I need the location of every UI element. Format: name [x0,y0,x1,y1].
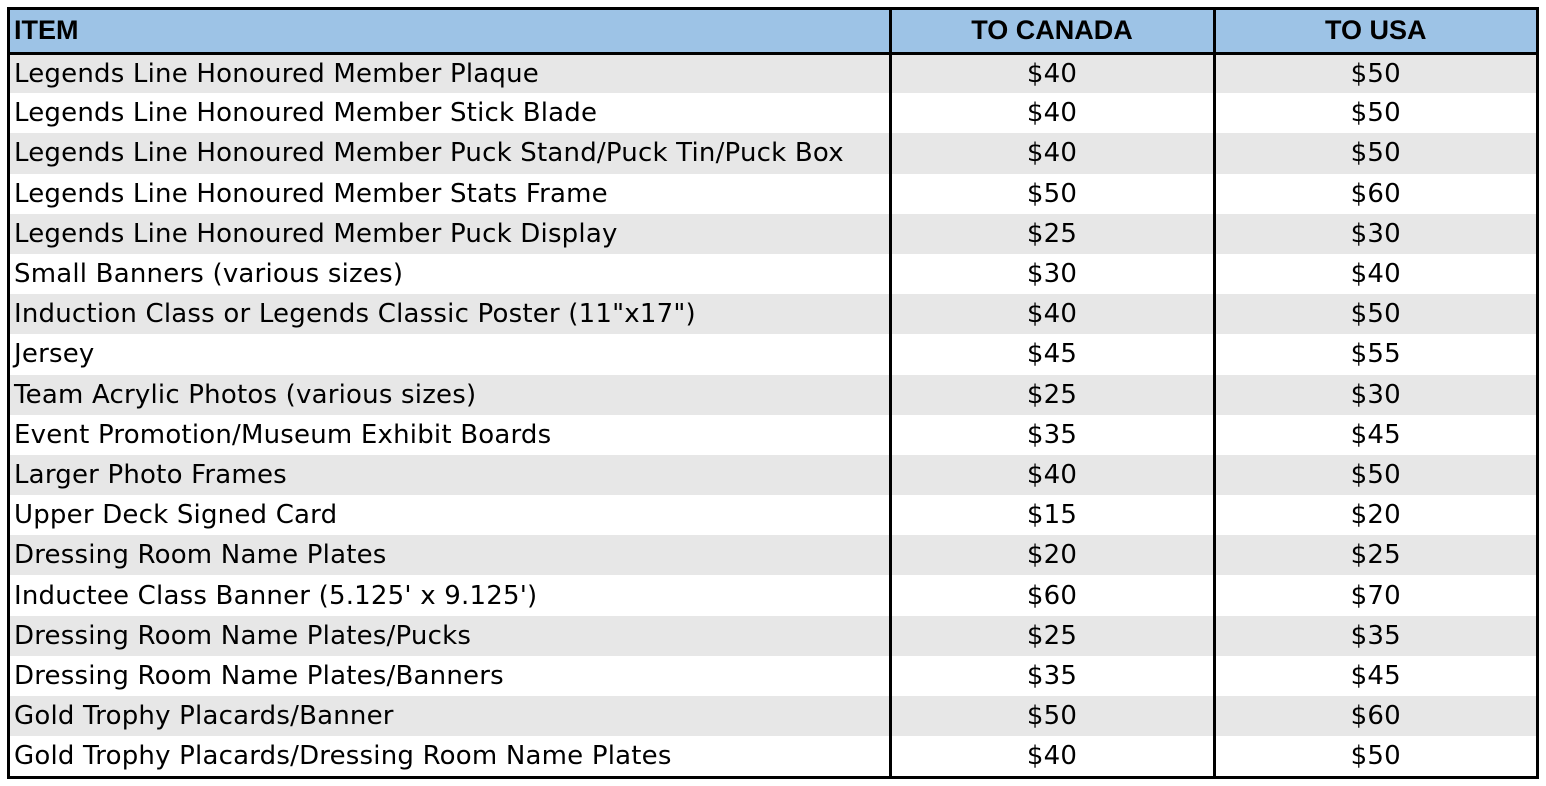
table-row [10,575,1536,615]
table-row [10,656,1536,696]
table-row [10,254,1536,294]
to-canada-cell: $30 [890,254,1214,294]
to-canada-cell: $25 [890,375,1214,415]
to-usa-cell: $50 [1214,736,1536,776]
table-row [10,455,1536,495]
table-row [10,53,1536,93]
item-cell: Dressing Room Name Plates/Pucks [10,616,890,656]
table-row [10,375,1536,415]
item-cell: Upper Deck Signed Card [10,495,890,535]
to-canada-cell: $35 [890,415,1214,455]
to-canada-cell: $40 [890,736,1214,776]
shipping-price-table-frame [7,7,1539,779]
to-canada-cell: $25 [890,616,1214,656]
item-cell: Induction Class or Legends Classic Poster (11"x17") [10,294,890,334]
to-usa-cell: $50 [1214,93,1536,133]
item-cell: Jersey [10,334,890,374]
item-cell: Legends Line Honoured Member Plaque [10,53,890,93]
to-usa-cell: $45 [1214,656,1536,696]
to-canada-cell: $25 [890,214,1214,254]
to-usa-cell: $30 [1214,375,1536,415]
table-row [10,415,1536,455]
item-cell: Inductee Class Banner (5.125' x 9.125') [10,575,890,615]
header-item: ITEM [10,10,890,53]
to-usa-cell: $50 [1214,294,1536,334]
header-to-usa: TO USA [1214,10,1536,53]
table-row [10,535,1536,575]
table-row [10,214,1536,254]
to-usa-cell: $70 [1214,575,1536,615]
header-to-canada: TO CANADA [890,10,1214,53]
table-row [10,696,1536,736]
table-row [10,93,1536,133]
table-row [10,616,1536,656]
table-row [10,736,1536,776]
to-canada-cell: $15 [890,495,1214,535]
to-canada-cell: $40 [890,93,1214,133]
table-body [10,53,1536,776]
item-cell: Legends Line Honoured Member Puck Stand/Puck Tin/Puck Box [10,133,890,173]
to-usa-cell: $60 [1214,696,1536,736]
item-cell: Gold Trophy Placards/Banner [10,696,890,736]
table-row [10,294,1536,334]
item-cell: Dressing Room Name Plates [10,535,890,575]
to-usa-cell: $20 [1214,495,1536,535]
item-cell: Team Acrylic Photos (various sizes) [10,375,890,415]
to-canada-cell: $50 [890,696,1214,736]
to-usa-cell: $50 [1214,133,1536,173]
table-row [10,174,1536,214]
item-cell: Legends Line Honoured Member Puck Display [10,214,890,254]
item-cell: Gold Trophy Placards/Dressing Room Name Plates [10,736,890,776]
to-canada-cell: $40 [890,53,1214,93]
table-header [10,10,1536,53]
to-usa-cell: $50 [1214,455,1536,495]
to-usa-cell: $40 [1214,254,1536,294]
table-row [10,495,1536,535]
to-canada-cell: $35 [890,656,1214,696]
to-usa-cell: $25 [1214,535,1536,575]
table-row [10,334,1536,374]
to-canada-cell: $40 [890,455,1214,495]
table-row [10,133,1536,173]
to-canada-cell: $60 [890,575,1214,615]
item-cell: Event Promotion/Museum Exhibit Boards [10,415,890,455]
to-canada-cell: $45 [890,334,1214,374]
to-canada-cell: $50 [890,174,1214,214]
to-canada-cell: $20 [890,535,1214,575]
item-cell: Legends Line Honoured Member Stats Frame [10,174,890,214]
to-usa-cell: $30 [1214,214,1536,254]
to-usa-cell: $60 [1214,174,1536,214]
to-usa-cell: $45 [1214,415,1536,455]
to-usa-cell: $35 [1214,616,1536,656]
item-cell: Legends Line Honoured Member Stick Blade [10,93,890,133]
item-cell: Dressing Room Name Plates/Banners [10,656,890,696]
to-usa-cell: $50 [1214,53,1536,93]
header-row [10,10,1536,53]
item-cell: Small Banners (various sizes) [10,254,890,294]
to-usa-cell: $55 [1214,334,1536,374]
to-canada-cell: $40 [890,294,1214,334]
item-cell: Larger Photo Frames [10,455,890,495]
to-canada-cell: $40 [890,133,1214,173]
shipping-price-table [10,10,1536,776]
